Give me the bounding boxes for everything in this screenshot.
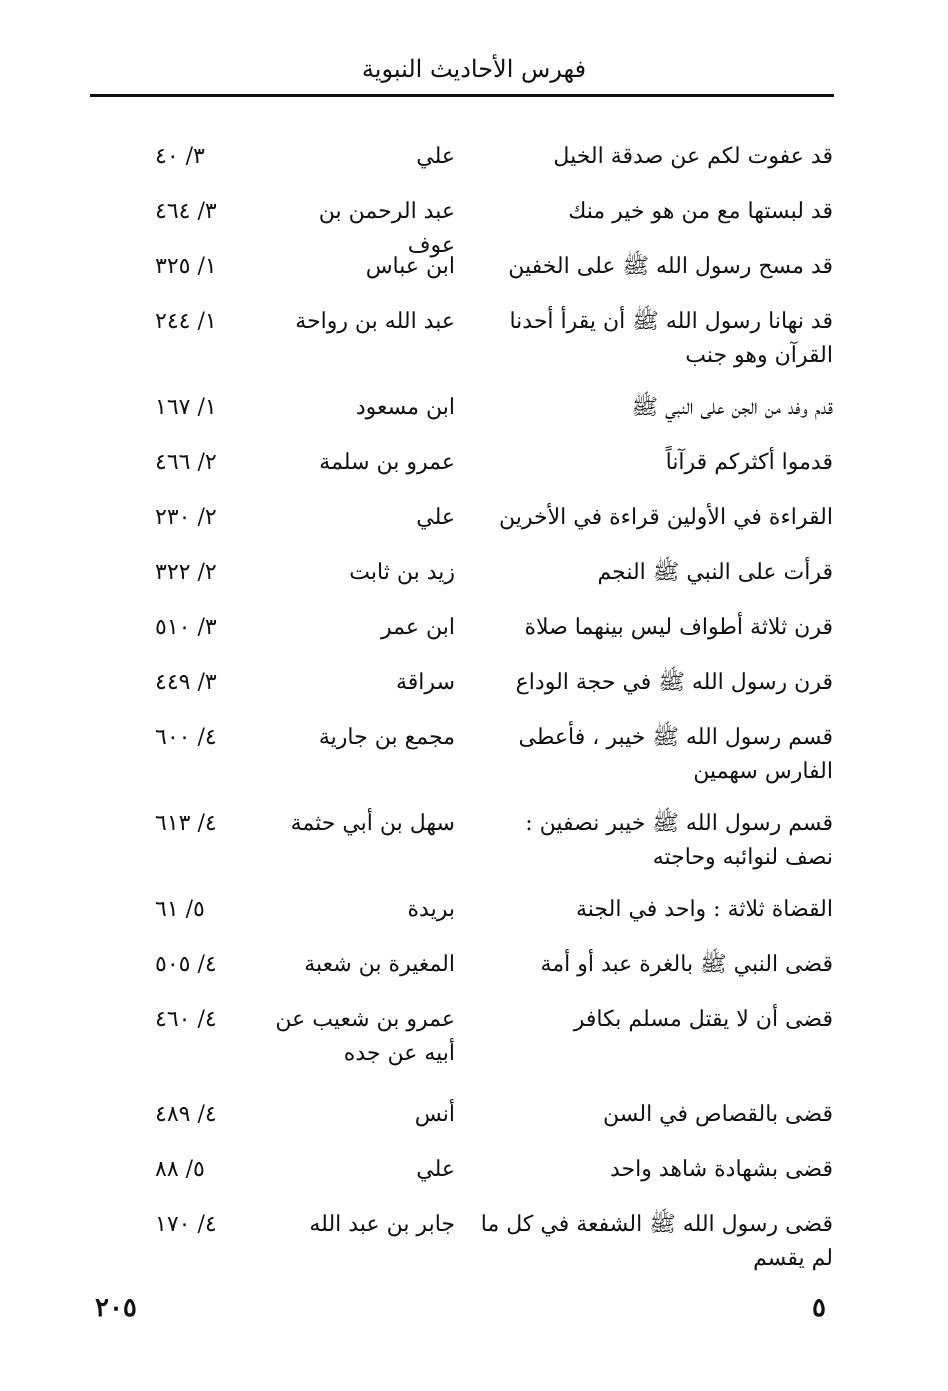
volume-page-ref: ٤/ ٤٦٠	[155, 1007, 217, 1032]
narrator: علي	[416, 144, 455, 169]
list-item	[0, 666, 948, 721]
hadith-text: قدم وفد من الجن على النبي ﷺ	[631, 395, 833, 420]
list-item	[0, 948, 948, 1003]
hadith-text: قضى رسول الله ﷺ الشفعة في كل ما لم يقسم	[480, 1212, 833, 1271]
hadith-text: قد مسح رسول الله ﷺ على الخفين	[508, 254, 833, 279]
narrator: سراقة	[396, 670, 455, 695]
narrator: المغيرة بن شعبة	[304, 952, 455, 977]
volume-page-ref: ٢/ ٢٣٠	[155, 505, 217, 530]
volume-mark: ٥	[812, 1293, 826, 1323]
volume-page-ref: ٣/ ٤٤٩	[155, 670, 217, 695]
hadith-text: قسم رسول الله ﷺ خيبر نصفين : نصف لنوائبه وحاجته	[525, 811, 833, 870]
list-item	[0, 807, 948, 893]
list-item	[0, 391, 948, 446]
list-item	[0, 721, 948, 807]
list-item	[0, 1153, 948, 1208]
volume-page-ref: ٥/ ٦١	[155, 897, 205, 922]
list-item	[0, 305, 948, 391]
volume-page-ref: ٤/ ٦١٣	[155, 811, 217, 836]
header-divider	[90, 94, 834, 97]
narrator: علي	[416, 1157, 455, 1182]
volume-page-ref: ٢/ ٤٦٦	[155, 450, 217, 475]
hadith-text: قضى أن لا يقتل مسلم بكافر	[573, 1007, 833, 1032]
hadith-index-list	[0, 140, 948, 1271]
list-item	[0, 556, 948, 611]
hadith-text: قدموا أكثركم قرآناً	[665, 450, 833, 475]
volume-page-ref: ٣/ ٥١٠	[155, 615, 217, 640]
volume-page-ref: ١/ ١٦٧	[155, 395, 217, 420]
volume-page-ref: ٢/ ٣٢٢	[155, 560, 217, 585]
hadith-text: قد لبستها مع من هو خير منك	[568, 199, 833, 224]
volume-page-ref: ٣/ ٤٠	[155, 144, 205, 169]
narrator: عبد الرحمن بن عوف	[318, 199, 455, 258]
narrator: عبد الله بن رواحة	[295, 309, 455, 334]
volume-page-ref: ١/ ٢٤٤	[155, 309, 217, 334]
hadith-text: قد عفوت لكم عن صدقة الخيل	[553, 144, 833, 169]
hadith-text: قرن ثلاثة أطواف ليس بينهما صلاة	[524, 615, 833, 640]
volume-page-ref: ٤/ ١٧٠	[155, 1212, 217, 1237]
list-item	[0, 140, 948, 195]
page-title: فهرس الأحاديث النبوية	[361, 55, 587, 83]
volume-page-ref: ٥/ ٨٨	[155, 1157, 205, 1182]
narrator: زيد بن ثابت	[349, 560, 455, 585]
volume-page-ref: ٤/ ٥٠٥	[155, 952, 217, 977]
list-item	[0, 611, 948, 666]
hadith-text: قضى النبي ﷺ بالغرة عبد أو أمة	[540, 952, 833, 977]
hadith-text: القضاة ثلاثة : واحد في الجنة	[576, 897, 833, 922]
narrator: ابن مسعود	[355, 395, 455, 420]
hadith-text: قد نهانا رسول الله ﷺ أن يقرأ أحدنا القرآن وهو جنب	[509, 309, 833, 368]
list-item	[0, 250, 948, 305]
narrator: أنس	[414, 1102, 455, 1127]
list-item	[0, 501, 948, 556]
narrator: عمرو بن سلمة	[319, 450, 455, 475]
narrator: علي	[416, 505, 455, 530]
narrator: مجمع بن جارية	[318, 725, 455, 750]
hadith-text: قضى بالقصاص في السن	[603, 1102, 833, 1127]
narrator: ابن عمر	[381, 615, 455, 640]
volume-page-ref: ٤/ ٤٨٩	[155, 1102, 217, 1127]
narrator: سهل بن أبي حثمة	[290, 811, 455, 836]
list-item	[0, 195, 948, 258]
narrator: عمرو بن شعيب عن أبيه عن جده	[275, 1007, 455, 1066]
hadith-text: قرأت على النبي ﷺ النجم	[597, 560, 833, 585]
list-item	[0, 1098, 948, 1153]
hadith-text: قضى بشهادة شاهد واحد	[610, 1157, 833, 1182]
page-number: ٢٠٥	[95, 1293, 137, 1323]
volume-page-ref: ٣/ ٤٦٤	[155, 199, 217, 224]
list-item	[0, 893, 948, 948]
volume-page-ref: ١/ ٣٢٥	[155, 254, 217, 279]
narrator: بريدة	[407, 897, 455, 922]
narrator: جابر بن عبد الله	[309, 1212, 455, 1237]
narrator: ابن عباس	[365, 254, 455, 279]
volume-page-ref: ٤/ ٦٠٠	[155, 725, 217, 750]
hadith-text: قرن رسول الله ﷺ في حجة الوداع	[515, 670, 833, 695]
hadith-text: قسم رسول الله ﷺ خيبر ، فأعطى الفارس سهمين	[518, 725, 833, 784]
list-item	[0, 1003, 948, 1098]
list-item	[0, 1208, 948, 1271]
hadith-text: القراءة في الأولين قراءة في الأخرين	[498, 505, 833, 530]
list-item	[0, 446, 948, 501]
